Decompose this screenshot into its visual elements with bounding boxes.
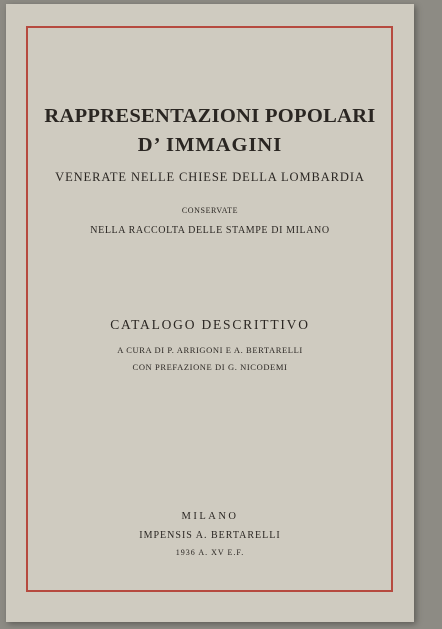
- title-line-1: RAPPRESENTAZIONI POPOLARI: [44, 105, 376, 127]
- publication-city: MILANO: [181, 511, 239, 522]
- title-line-2: D’ IMMAGINI: [137, 134, 283, 156]
- book-cover: [6, 4, 414, 622]
- collection-line: NELLA RACCOLTA DELLE STAMPE DI MILANO: [90, 225, 330, 236]
- conserved-label: CONSERVATE: [181, 206, 239, 215]
- subtitle: VENERATE NELLE CHIESE DELLA LOMBARDIA: [55, 170, 365, 184]
- catalog-title: CATALOGO DESCRITTIVO: [110, 317, 310, 332]
- publisher-line: IMPENSIS A. BERTARELLI: [139, 530, 281, 541]
- preface-line: CON PREFAZIONE DI G. NICODEMI: [132, 362, 288, 372]
- editors-line: A CURA DI P. ARRIGONI E A. BERTARELLI: [117, 345, 303, 355]
- publication-date: 1936 A. XV E.F.: [175, 548, 245, 557]
